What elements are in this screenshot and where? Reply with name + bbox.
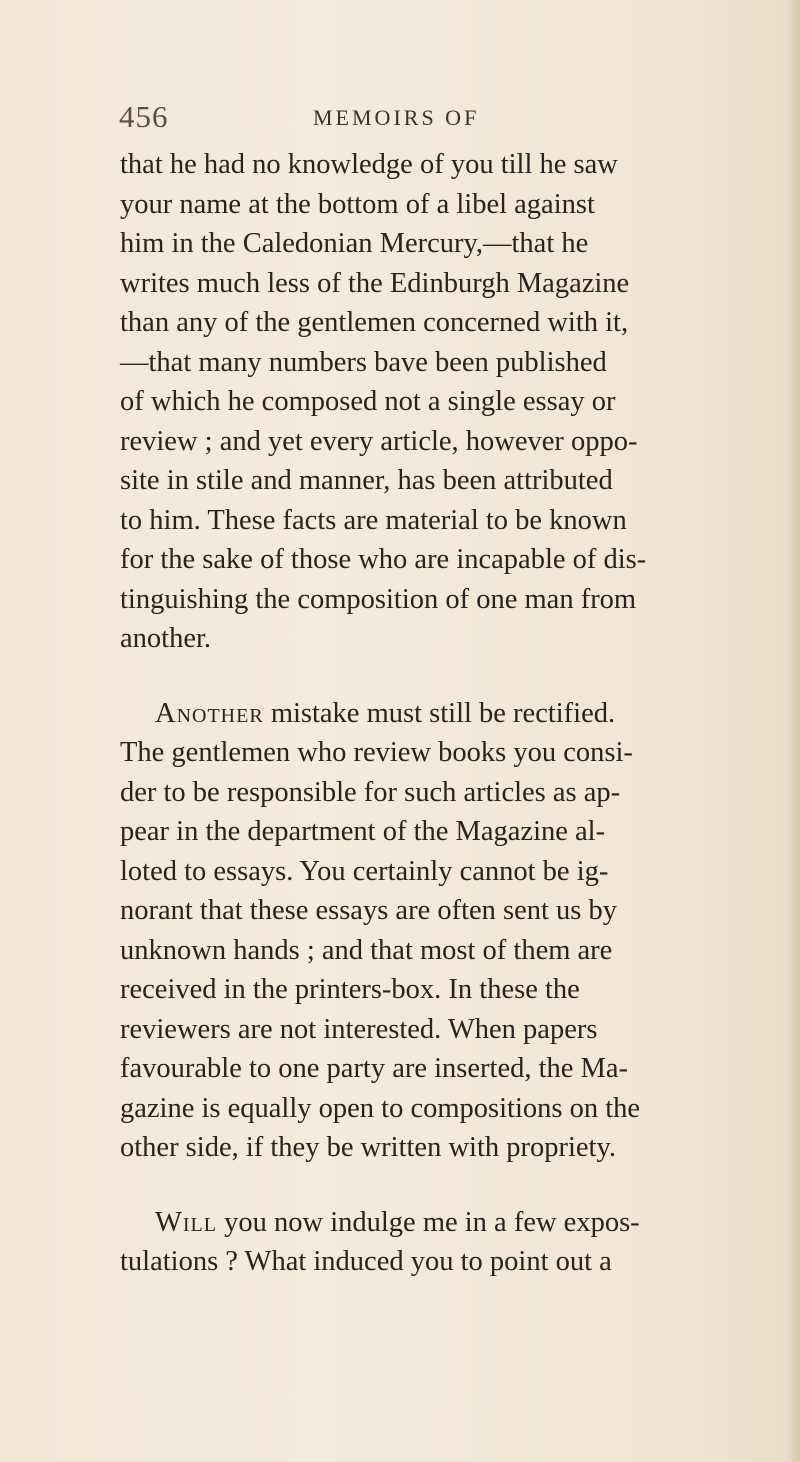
- page-number: 456: [119, 99, 169, 134]
- text-line: The gentlemen who review books you consi-: [120, 737, 633, 768]
- text-line: site in stile and manner, has been attributed: [120, 465, 613, 496]
- text-line: another.: [120, 623, 212, 654]
- first-line-rest: mistake must still be rectified.: [270, 697, 616, 729]
- body-text: [120, 145, 770, 1282]
- text-line: to him. These facts are material to be known: [120, 504, 627, 536]
- text-line: tinguishing the composition of one man from: [120, 583, 637, 615]
- text-line: loted to essays. You certainly cannot be ig-: [120, 855, 609, 887]
- first-line-rest: you now indulge me in a few expos-: [224, 1206, 640, 1238]
- page-header: [119, 99, 720, 143]
- text-line: —that many numbers bave been published: [120, 346, 607, 378]
- text-line: other side, if they be written with propriety.: [120, 1132, 616, 1163]
- paragraph-2: [120, 694, 770, 1168]
- text-line: that he had no knowledge of you till he saw: [120, 149, 618, 180]
- paragraph-spacer: [120, 1168, 770, 1203]
- text-line: reviewers are not interested. When papers: [120, 1013, 598, 1045]
- text-line: norant that these essays are often sent us by: [120, 895, 618, 926]
- text-line: gazine is equally open to compositions on the: [120, 1092, 641, 1124]
- text-line: favourable to one party are inserted, the Ma-: [120, 1053, 629, 1084]
- text-line: him in the Caledonian Mercury,—that he: [120, 228, 589, 259]
- text-line: tulations ? What induced you to point out a: [120, 1246, 612, 1277]
- paragraph-3: [120, 1203, 770, 1282]
- text-line: pear in the department of the Magazine al-: [120, 816, 606, 847]
- page-edge-shadow: [786, 0, 800, 1462]
- text-line: received in the printers-box. In these the: [120, 974, 580, 1005]
- text-line: for the sake of those who are incapable of dis-: [120, 544, 647, 575]
- text-line: writes much less of the Edinburgh Magazine: [120, 267, 630, 299]
- text-line-first: [120, 694, 770, 734]
- text-line: your name at the bottom of a libel against: [120, 188, 595, 220]
- paragraph-1: [120, 145, 770, 659]
- paragraph-spacer: [120, 659, 770, 694]
- text-line: review ; and yet every article, however oppo-: [120, 425, 638, 457]
- text-line: of which he composed not a single essay or: [120, 386, 616, 417]
- lead-word: Will: [155, 1206, 217, 1238]
- text-line: der to be responsible for such articles as ap-: [120, 776, 621, 808]
- running-title: MEMOIRS OF: [313, 105, 480, 130]
- text-line-first: [120, 1203, 770, 1243]
- text-line: than any of the gentlemen concerned with it,: [120, 307, 629, 338]
- text-line: unknown hands ; and that most of them are: [120, 934, 613, 966]
- lead-word: Another: [155, 697, 264, 729]
